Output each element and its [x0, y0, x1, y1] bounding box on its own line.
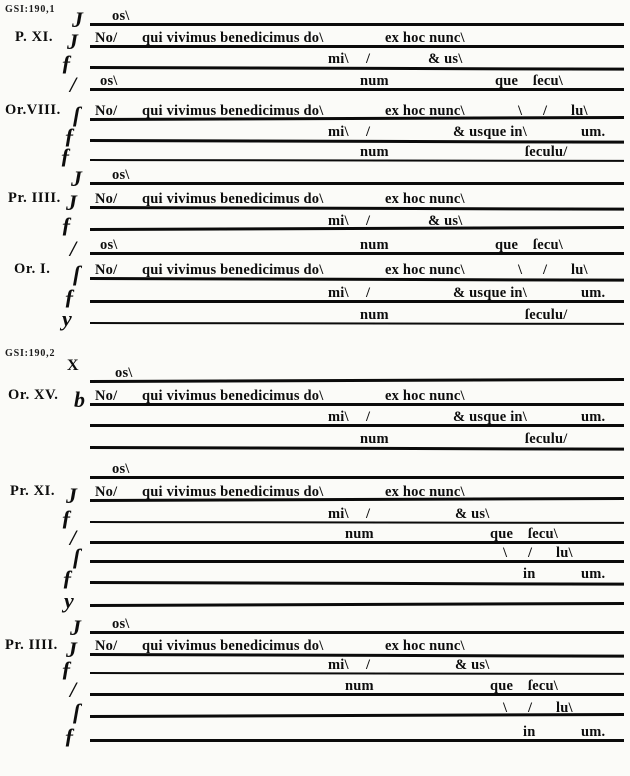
syllable: um. [581, 565, 606, 582]
staff-line [90, 602, 624, 607]
syllable: & usque in\ [453, 284, 527, 301]
syllable: / [366, 656, 371, 673]
chant-line [0, 652, 630, 681]
chant-line [0, 186, 630, 215]
syllable: ex hoc nunc\ [385, 637, 465, 654]
clef-glyph: ƒ [64, 284, 75, 309]
syllable: num [360, 143, 389, 160]
syllable: mi\ [328, 656, 349, 673]
clef-glyph: J [66, 637, 77, 662]
clef-glyph: ƒ [62, 565, 73, 590]
syllable: um. [581, 408, 606, 425]
syllable: os\ [115, 364, 133, 381]
system-label: Or.VIII. [5, 101, 61, 118]
chant-line [0, 673, 630, 702]
syllable: ſeculu/ [525, 306, 568, 323]
syllable: & us\ [428, 212, 463, 229]
syllable: No/ [95, 261, 118, 278]
syllable: qui vivimus benedicimus do\ [142, 483, 324, 500]
syllable: \ [503, 699, 508, 716]
syllable: lu\ [556, 544, 573, 561]
clef-glyph: J [70, 615, 81, 640]
syllable: ex hoc nunc\ [385, 29, 465, 46]
syllable: num [345, 677, 374, 694]
chant-line [0, 584, 630, 613]
syllable: mi\ [328, 284, 349, 301]
system-label: Pr. IIII. [8, 189, 61, 206]
syllable: mi\ [328, 408, 349, 425]
syllable: um. [581, 123, 606, 140]
syllable: No/ [95, 637, 118, 654]
syllable: os\ [112, 460, 130, 477]
clef-glyph: ſ [73, 102, 81, 127]
syllable: ex hoc nunc\ [385, 387, 465, 404]
syllable: um. [581, 284, 606, 301]
chant-line [0, 232, 630, 261]
clef-glyph: y [62, 306, 72, 331]
syllable: lu\ [571, 102, 588, 119]
syllable: \ [518, 261, 523, 278]
system-label: Or. I. [14, 260, 51, 277]
syllable: qui vivimus benedicimus do\ [142, 261, 324, 278]
syllable: os\ [100, 72, 118, 89]
syllable: num [360, 430, 389, 447]
syllable: os\ [112, 7, 130, 24]
syllable: / [528, 699, 533, 716]
syllable: \ [503, 544, 508, 561]
syllable: / [366, 50, 371, 67]
clef-glyph: / [70, 525, 77, 550]
syllable: lu\ [556, 699, 573, 716]
syllable: No/ [95, 387, 118, 404]
syllable: ſecu\ [528, 525, 558, 542]
syllable: & usque in\ [453, 123, 527, 140]
chant-line [0, 208, 630, 237]
chant-line [0, 162, 630, 191]
syllable: num [360, 72, 389, 89]
syllable: que [495, 236, 519, 253]
chant-line [0, 98, 630, 127]
syllable: ex hoc nunc\ [385, 261, 465, 278]
syllable: que [495, 72, 519, 89]
syllable: mi\ [328, 50, 349, 67]
staff-line [90, 226, 624, 231]
source-reference: GSI:190,2 [5, 348, 56, 359]
clef-glyph: ſ [73, 699, 81, 724]
syllable: / [543, 261, 548, 278]
syllable: um. [581, 723, 606, 740]
syllable: qui vivimus benedicimus do\ [142, 29, 324, 46]
syllable: qui vivimus benedicimus do\ [142, 190, 324, 207]
syllable: & us\ [455, 505, 490, 522]
syllable: num [360, 236, 389, 253]
syllable: qui vivimus benedicimus do\ [142, 102, 324, 119]
chant-line [0, 479, 630, 508]
syllable: num [345, 525, 374, 542]
syllable: / [366, 212, 371, 229]
syllable: os\ [112, 166, 130, 183]
chant-line [0, 280, 630, 309]
syllable: ſeculu/ [525, 430, 568, 447]
clef-glyph: ƒ [64, 123, 75, 148]
chant-line [0, 46, 630, 75]
clef-glyph: J [71, 166, 82, 191]
clef-glyph: X [67, 357, 79, 374]
system-label: Pr. IIII. [5, 636, 58, 653]
clef-glyph: ƒ [61, 505, 72, 530]
clef-glyph: ƒ [61, 50, 72, 75]
syllable: que [490, 525, 514, 542]
syllable: mi\ [328, 212, 349, 229]
clef-glyph: / [70, 236, 77, 261]
clef-glyph: / [70, 677, 77, 702]
chant-line [0, 257, 630, 286]
syllable: num [360, 306, 389, 323]
syllable: / [366, 123, 371, 140]
syllable: ſeculu/ [525, 143, 568, 160]
clef-glyph: J [67, 29, 78, 54]
syllable: ſecu\ [533, 236, 563, 253]
chant-line [0, 68, 630, 97]
syllable: No/ [95, 483, 118, 500]
syllable: mi\ [328, 123, 349, 140]
clef-glyph: J [66, 190, 77, 215]
chant-line [0, 404, 630, 427]
staff-line [90, 713, 624, 718]
clef-glyph: / [70, 72, 77, 97]
source-reference: GSI:190,1 [5, 4, 56, 15]
clef-glyph: ſ [73, 261, 81, 286]
syllable: qui vivimus benedicimus do\ [142, 387, 324, 404]
chant-line [0, 357, 630, 383]
system-label: Pr. XI. [10, 482, 56, 499]
syllable: in [523, 723, 536, 740]
syllable: que [490, 677, 514, 694]
clef-glyph: ƒ [64, 723, 75, 748]
syllable: ex hoc nunc\ [385, 190, 465, 207]
clef-glyph: ƒ [61, 212, 72, 237]
clef-glyph: J [66, 483, 77, 508]
syllable: & usque in\ [453, 408, 527, 425]
clef-glyph: J [72, 7, 83, 32]
syllable: ex hoc nunc\ [385, 102, 465, 119]
syllable: & us\ [428, 50, 463, 67]
clef-glyph: b [74, 387, 85, 412]
syllable: / [366, 284, 371, 301]
syllable: / [366, 408, 371, 425]
chant-line [0, 3, 630, 32]
syllable: os\ [112, 615, 130, 632]
chant-line [0, 139, 630, 168]
system-label: Or. XV. [8, 386, 59, 403]
syllable: / [543, 102, 548, 119]
syllable: No/ [95, 190, 118, 207]
syllable: / [366, 505, 371, 522]
chant-line [0, 25, 630, 54]
syllable: os\ [100, 236, 118, 253]
syllable: in [523, 565, 536, 582]
clef-glyph: y [64, 588, 74, 613]
chant-line [0, 302, 630, 331]
syllable: ſecu\ [528, 677, 558, 694]
syllable: lu\ [571, 261, 588, 278]
clef-glyph: ſ [73, 544, 81, 569]
clef-glyph: ƒ [60, 143, 71, 168]
syllable: qui vivimus benedicimus do\ [142, 637, 324, 654]
chant-line [0, 456, 630, 479]
chant-line [0, 383, 630, 412]
syllable: ex hoc nunc\ [385, 483, 465, 500]
syllable: / [528, 544, 533, 561]
syllable: No/ [95, 29, 118, 46]
chant-line [0, 719, 630, 748]
staff-line [90, 739, 624, 742]
chant-line [0, 695, 630, 724]
staff-line [90, 182, 624, 185]
syllable: & us\ [455, 656, 490, 673]
chant-line [0, 561, 630, 590]
syllable: mi\ [328, 505, 349, 522]
syllable: \ [518, 102, 523, 119]
chant-line [0, 611, 630, 640]
clef-glyph: ƒ [61, 656, 72, 681]
syllable: No/ [95, 102, 118, 119]
system-label: P. XI. [15, 28, 54, 45]
staff-line [90, 446, 624, 450]
syllable: ſecu\ [533, 72, 563, 89]
chant-line [0, 426, 630, 449]
chant-line [0, 540, 630, 569]
